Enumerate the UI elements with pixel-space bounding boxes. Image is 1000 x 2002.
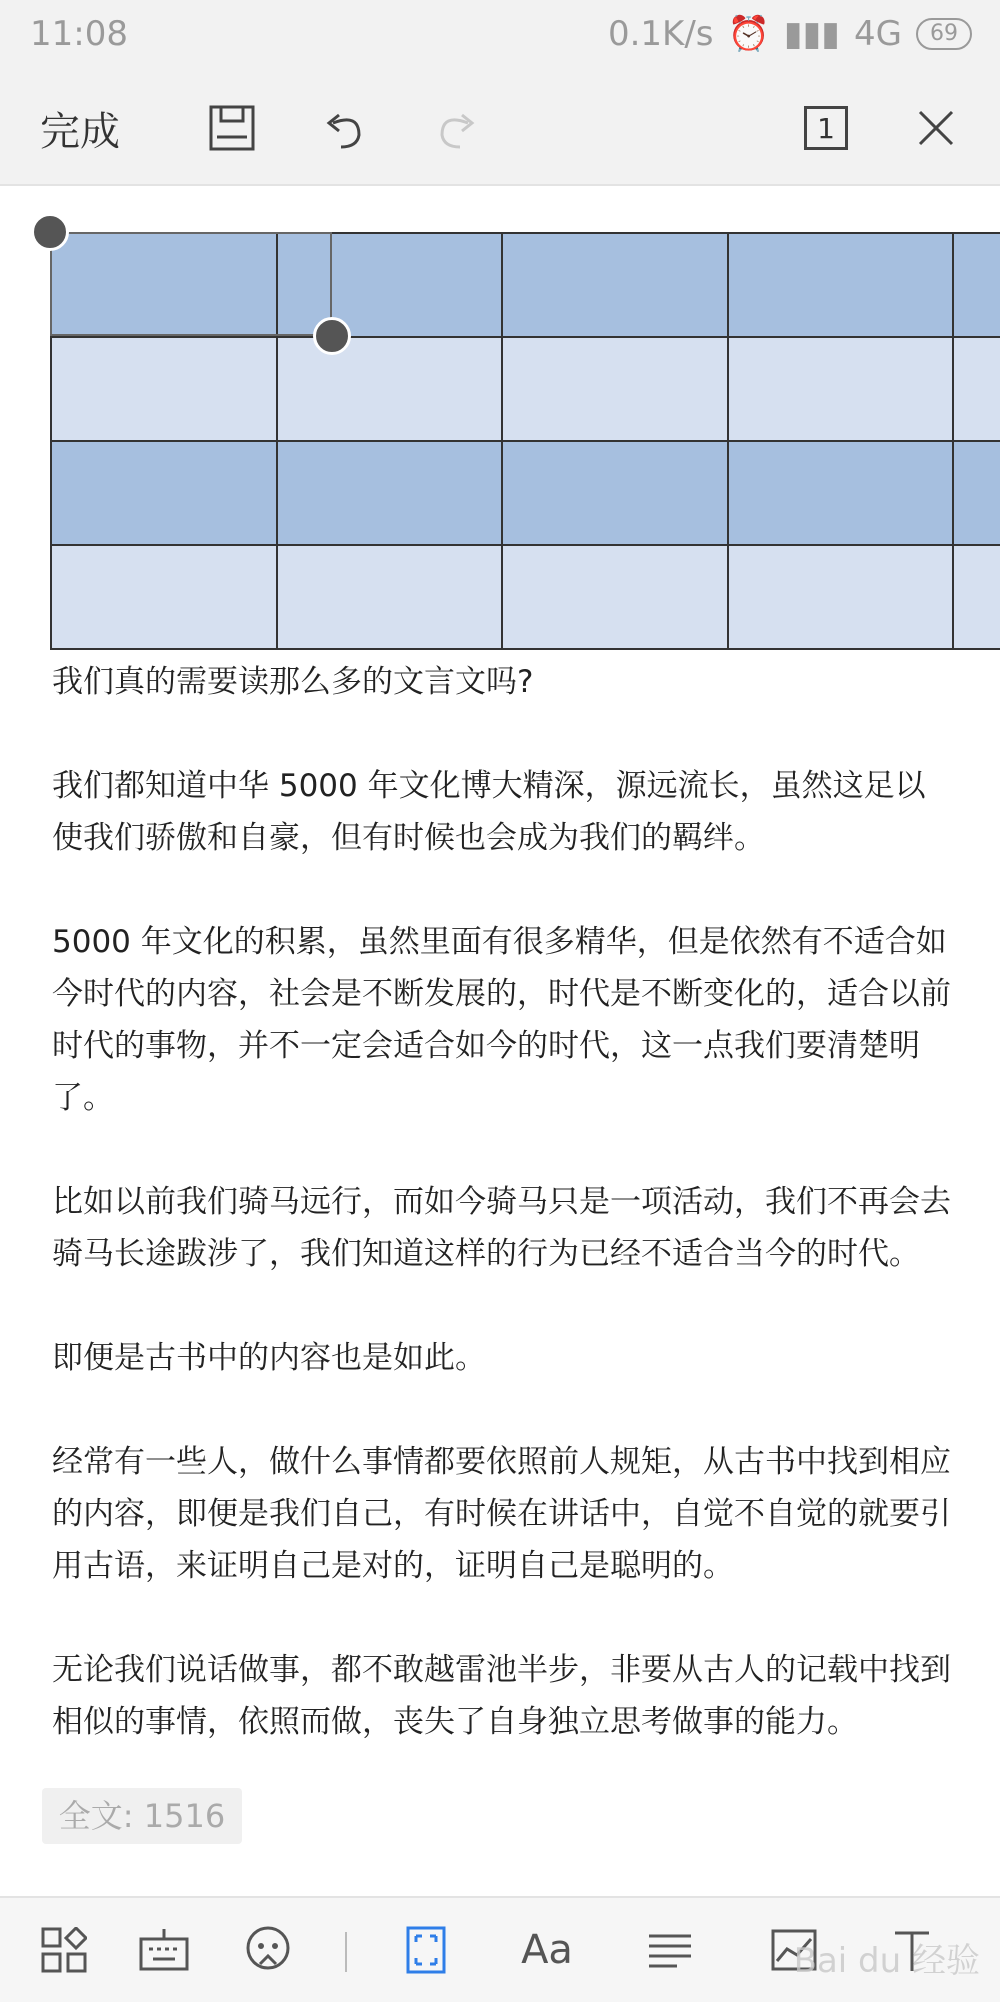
table-cell[interactable] [277,233,503,337]
document-text[interactable] [52,656,952,1800]
save-icon [207,103,257,153]
editor-toolbar [0,72,1000,186]
close-icon [914,106,958,150]
apps-grid-icon [41,1927,87,1973]
document-area[interactable] [0,186,1000,1896]
save-button[interactable] [200,72,264,184]
table-cell[interactable] [502,545,728,649]
table-cell[interactable] [728,545,954,649]
done-button[interactable]: 完成 [40,108,120,155]
font-button[interactable] [507,1898,587,2002]
paragraph: 5000 年文化的积累，虽然里面有很多精华，但是依然有不适合如今时代的内容，社会是不断发展的，时代是不断变化的，适合以前时代的事物，并不一定会适合如今的时代，这一点我们要清楚明了。 [52,924,951,1116]
align-icon [647,1932,693,1968]
table-cell[interactable] [953,337,1000,441]
paragraph: 经常有一些人，做什么事情都要依照前人规矩，从古书中找到相应的内容，即便是我们自己，有时候在讲话中，自觉不自觉的就要引用古语，来证明自己是对的，证明自己是聪明的。 [52,1444,951,1584]
network-speed: 0.1K/s [607,14,714,54]
fit-screen-icon [406,1926,446,1974]
table-cell[interactable] [502,441,728,545]
status-time: 11:08 [30,14,128,54]
apps-button[interactable] [24,1898,104,2002]
table-cell[interactable] [728,233,954,337]
toolbar-divider [345,1932,347,1972]
table-cell[interactable] [51,441,277,545]
table-cell[interactable] [728,441,954,545]
fit-screen-button[interactable] [386,1898,466,2002]
status-icons [608,14,972,54]
signal-icon: ▮▮▮ [783,14,841,54]
table-cell[interactable] [953,441,1000,545]
network-type: 4G [854,14,902,54]
close-button[interactable] [906,72,966,184]
redo-button[interactable] [425,72,489,184]
table-cell[interactable] [51,337,277,441]
selection-handle-start[interactable] [31,213,69,251]
table-cell[interactable] [277,337,503,441]
word-count-badge[interactable]: 全文: 1516 [42,1788,242,1844]
table-row [51,233,1000,337]
redo-icon [432,103,482,153]
undo-icon [319,103,369,153]
keyboard-icon [139,1929,189,1971]
selection-handle-end[interactable] [313,317,351,355]
table-cell[interactable] [728,337,954,441]
page-indicator: 1 [804,106,848,150]
paragraph-button[interactable] [630,1898,710,2002]
bottom-toolbar [0,1896,1000,2002]
watermark: Bai du 经验 [793,1941,980,1981]
alarm-icon: ⏰ [727,14,770,54]
paragraph: 我们都知道中华 5000 年文化博大精深，源远流长，虽然这足以使我们骄傲和自豪，但有时候也会成为我们的羁绊。 [52,768,926,856]
table-cell[interactable] [953,545,1000,649]
keyboard-button[interactable] [124,1898,204,2002]
paragraph: 无论我们说话做事，都不敢越雷池半步，非要从古人的记载中找到相似的事情，依照而做，丧失了自身独立思考做事的能力。 [52,1652,951,1740]
document-table[interactable] [50,232,1000,650]
font-style-icon: Aa [521,1927,573,1973]
voice-assistant-icon [244,1926,292,1974]
voice-assistant-button[interactable] [228,1898,308,2002]
page-indicator-button[interactable] [796,72,856,184]
table-row [51,545,1000,649]
table-cell[interactable] [953,233,1000,337]
paragraph: 我们真的需要读那么多的文言文吗? [52,664,534,700]
table-cell[interactable] [277,545,503,649]
table-cell[interactable] [502,233,728,337]
table-cell[interactable] [51,233,277,337]
table-row [51,441,1000,545]
table-row [51,337,1000,441]
table-cell[interactable] [277,441,503,545]
battery-indicator: 69 [916,18,972,50]
paragraph: 即便是古书中的内容也是如此。 [52,1340,486,1376]
table-cell[interactable] [502,337,728,441]
paragraph: 比如以前我们骑马远行，而如今骑马只是一项活动，我们不再会去骑马长途跋涉了，我们知道这样的行为已经不适合当今的时代。 [52,1184,951,1272]
undo-button[interactable] [312,72,376,184]
status-bar [0,0,1000,72]
table-cell[interactable] [51,545,277,649]
